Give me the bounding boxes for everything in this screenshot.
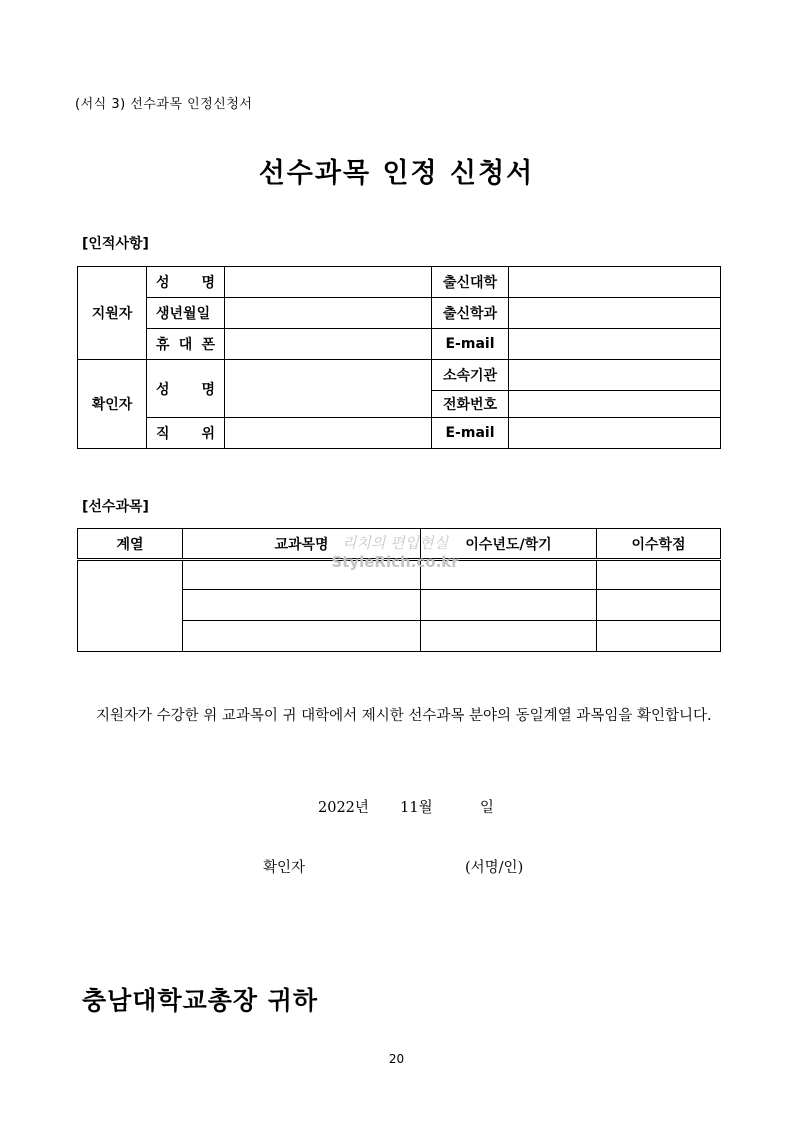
- department-label: 출신학과: [432, 298, 509, 329]
- birth-label: 생년월일: [147, 298, 225, 329]
- credits-cell[interactable]: [597, 621, 721, 652]
- university-field[interactable]: [509, 267, 721, 298]
- signature-seal-label[interactable]: (서명/인): [465, 860, 524, 876]
- university-label: 출신대학: [432, 267, 509, 298]
- applicant-email-label: E-mail: [432, 329, 509, 360]
- watermark-line2: StyleRich.co.kr: [331, 553, 459, 571]
- course-section-heading: [선수과목]: [82, 499, 149, 515]
- credits-cell[interactable]: [597, 560, 721, 590]
- field-cell[interactable]: [78, 560, 183, 652]
- year-term-cell[interactable]: [421, 621, 597, 652]
- page-number: 20: [388, 1052, 405, 1066]
- confirmer-group-label: 확인자: [78, 360, 147, 449]
- org-label: 소속기관: [432, 360, 509, 391]
- phone-label: 휴 대 폰: [147, 329, 225, 360]
- confirmer-name-field[interactable]: [225, 360, 432, 418]
- column-header-subject: 교과목명: [183, 529, 421, 560]
- position-field[interactable]: [225, 418, 432, 449]
- tel-field[interactable]: [509, 391, 721, 418]
- confirmer-email-field[interactable]: [509, 418, 721, 449]
- personal-info-table: [77, 266, 721, 449]
- date-line: [318, 796, 494, 817]
- subject-cell[interactable]: [183, 590, 421, 621]
- personal-section-heading: [인적사항]: [82, 236, 149, 252]
- applicant-group-label: 지원자: [78, 267, 147, 360]
- confirmer-email-label: E-mail: [432, 418, 509, 449]
- subject-cell[interactable]: [183, 560, 421, 590]
- course-table: [77, 528, 721, 652]
- org-field[interactable]: [509, 360, 721, 391]
- department-field[interactable]: [509, 298, 721, 329]
- subject-cell[interactable]: [183, 621, 421, 652]
- phone-field[interactable]: [225, 329, 432, 360]
- tel-label: 전화번호: [432, 391, 509, 418]
- applicant-name-label: 성 명: [147, 267, 225, 298]
- date-month: 11월: [400, 800, 433, 816]
- form-id: (서식 3) 선수과목 인정신청서: [75, 97, 253, 112]
- confirmer-name-label: 성 명: [147, 360, 225, 418]
- date-year: 2022년: [318, 800, 369, 816]
- page-title: 선수과목 인정 신청서: [258, 158, 535, 189]
- column-header-field: 계열: [78, 529, 183, 560]
- year-term-cell[interactable]: [421, 560, 597, 590]
- confirmer-signature-label: 확인자: [263, 860, 306, 876]
- column-header-credits: 이수학점: [597, 529, 721, 560]
- confirmation-statement: 지원자가 수강한 위 교과목이 귀 대학에서 제시한 선수과목 분야의 동일계열 과목임을 확인합니다.: [96, 708, 712, 724]
- column-header-year-term: 이수년도/학기: [421, 529, 597, 560]
- date-day: 일: [479, 800, 494, 816]
- year-term-cell[interactable]: [421, 590, 597, 621]
- recipient: 충남대학교총장 귀하: [82, 986, 319, 1015]
- table-row: [78, 560, 721, 590]
- position-label: 직 위: [147, 418, 225, 449]
- credits-cell[interactable]: [597, 590, 721, 621]
- watermark-line1: 리치의 편입현실: [341, 534, 449, 552]
- applicant-name-field[interactable]: [225, 267, 432, 298]
- birth-field[interactable]: [225, 298, 432, 329]
- applicant-email-field[interactable]: [509, 329, 721, 360]
